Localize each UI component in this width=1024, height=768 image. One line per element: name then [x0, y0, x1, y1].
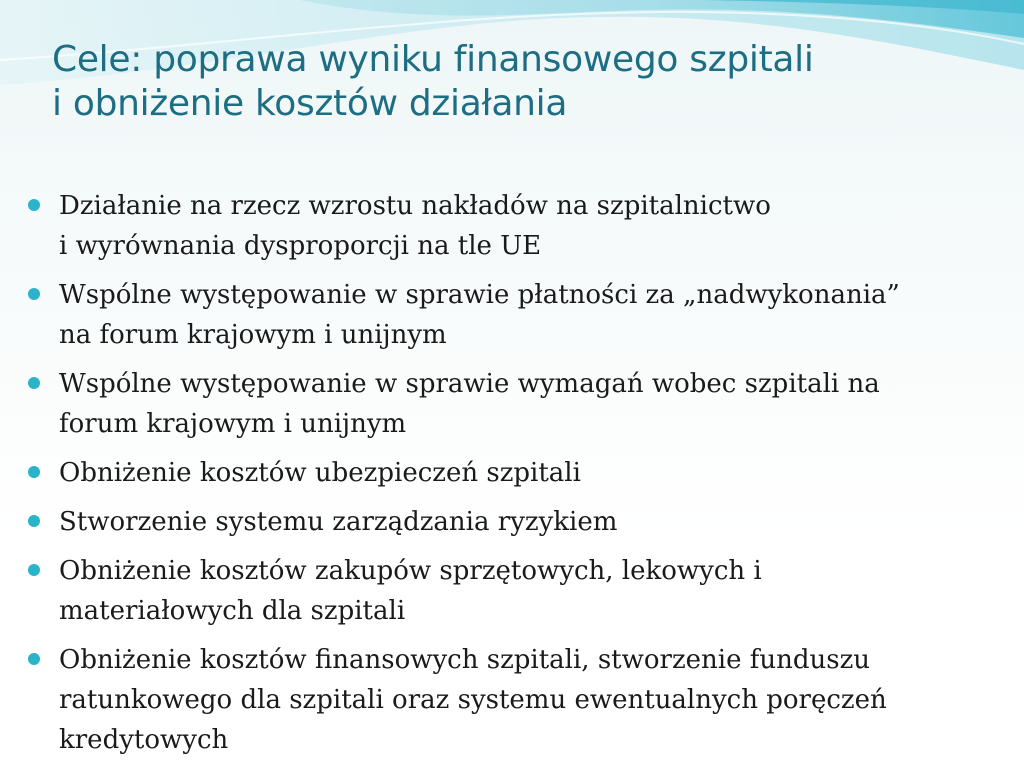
round-bullet-icon [28, 466, 40, 478]
bullet-item [28, 186, 1003, 266]
bullet-text-line: Obniżenie kosztów finansowych szpitali, stworzenie funduszu [59, 645, 871, 675]
slide-title [52, 38, 992, 126]
bullet-text-line: Wspólne występowanie w sprawie wymagań wobec szpitali na [59, 369, 880, 399]
bullet-list [28, 186, 1003, 768]
bullet-text-line: materiałowych dla szpitali [59, 596, 406, 626]
round-bullet-icon [28, 653, 40, 665]
round-bullet-icon [28, 377, 40, 389]
bullet-text-line: Wspólne występowanie w sprawie płatności za „nadwykonania” [59, 280, 900, 310]
round-bullet-icon [28, 288, 40, 300]
bullet-text-line: ratunkowego dla szpitali oraz systemu ewentualnych poręczeń [59, 685, 887, 715]
bullet-text-line: Stworzenie systemu zarządzania ryzykiem [59, 507, 618, 537]
bullet-text-line: na forum krajowym i unijnym [59, 320, 447, 350]
round-bullet-icon [28, 564, 40, 576]
bullet-item [28, 551, 1003, 631]
bullet-item [28, 364, 1003, 444]
bullet-item [28, 453, 1003, 493]
bullet-text-line: kredytowych [59, 725, 229, 755]
round-bullet-icon [28, 199, 40, 211]
bullet-item [28, 640, 1003, 760]
bullet-item [28, 275, 1003, 355]
bullet-text-line: Działanie na rzecz wzrostu nakładów na szpitalnictwo [59, 191, 771, 221]
bullet-text-line: i wyrównania dysproporcji na tle UE [59, 231, 542, 261]
bullet-text-line: Obniżenie kosztów ubezpieczeń szpitali [59, 458, 581, 488]
bullet-text-line: forum krajowym i unijnym [59, 409, 407, 439]
title-line-2: i obniżenie kosztów działania [52, 83, 568, 124]
title-line-1: Cele: poprawa wyniku finansowego szpitali [52, 39, 814, 80]
bullet-text-line: Obniżenie kosztów zakupów sprzętowych, lekowych i [59, 556, 762, 586]
round-bullet-icon [28, 515, 40, 527]
bullet-item [28, 502, 1003, 542]
